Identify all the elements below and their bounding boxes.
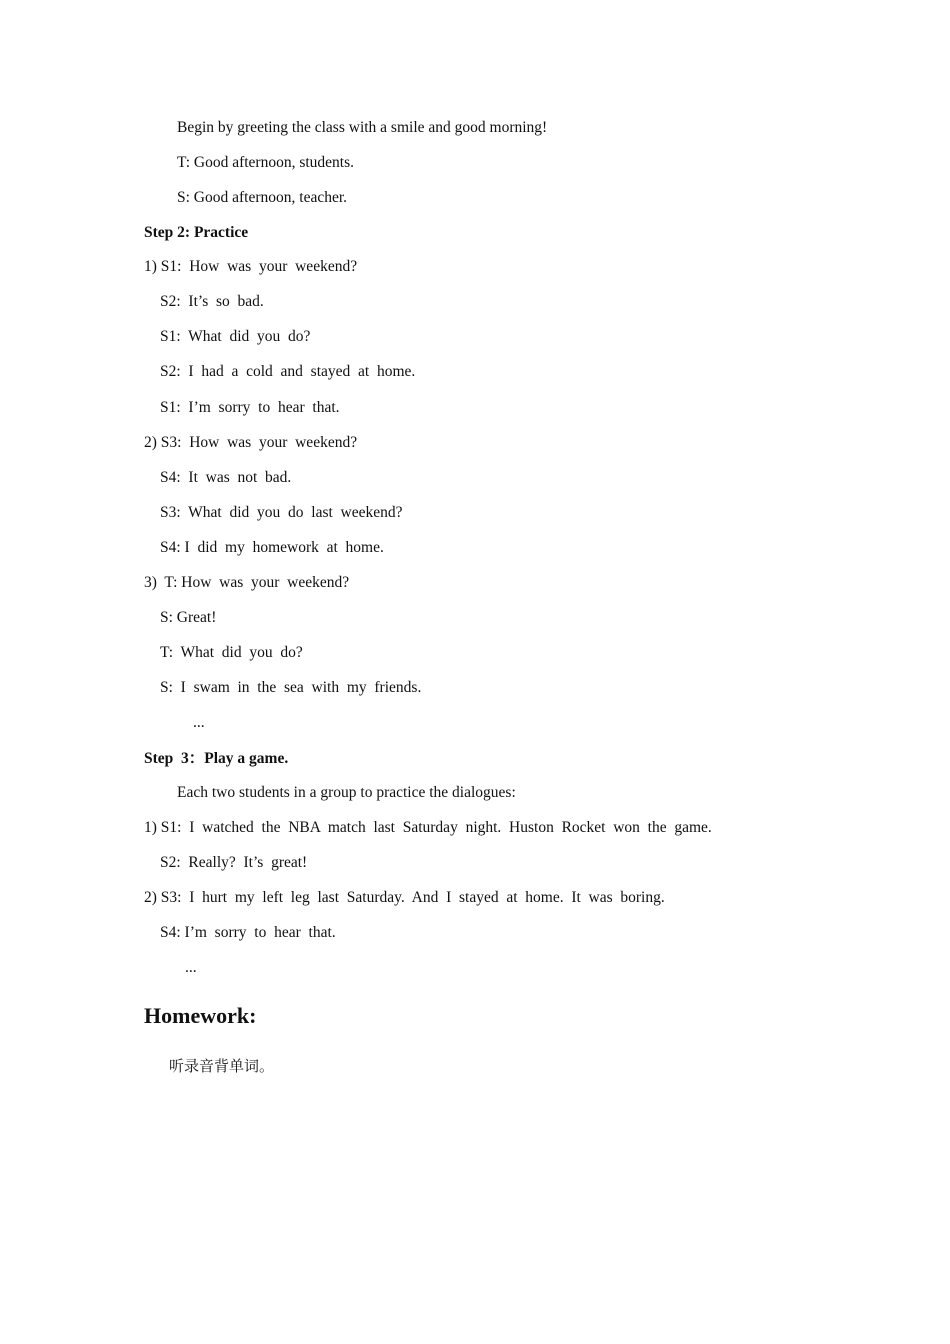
dialogue-line: S4: It was not bad. xyxy=(160,469,292,486)
dialogue-line: 2) S3: How was your weekend? xyxy=(144,434,358,451)
dialogue-line: T: What did you do? xyxy=(160,644,303,661)
dialogue-line: S2: I had a cold and stayed at home. xyxy=(160,363,416,380)
dialogue-line: S1: What did you do? xyxy=(160,328,311,345)
step3-heading: Step 3：Play a game. xyxy=(144,750,289,767)
dialogue-line: S: Great! xyxy=(160,609,217,626)
dialogue-line: 2) S3: I hurt my left leg last Saturday. And I stayed at home. It was boring. xyxy=(144,889,665,906)
warmup-line: Begin by greeting the class with a smile and good morning! xyxy=(177,119,548,136)
dialogue-line: S1: I’m sorry to hear that. xyxy=(160,399,340,416)
dialogue-line: 3) T: How was your weekend? xyxy=(144,574,350,591)
warmup-line: S: Good afternoon, teacher. xyxy=(177,189,348,206)
dialogue-line: S4: I did my homework at home. xyxy=(160,539,384,556)
dialogue-line: S4: I’m sorry to hear that. xyxy=(160,924,336,941)
dialogue-line: S2: It’s so bad. xyxy=(160,293,264,310)
dialogue-line: S: I swam in the sea with my friends. xyxy=(160,679,422,696)
ellipsis: ... xyxy=(193,714,205,731)
dialogue-line: 1) S1: How was your weekend? xyxy=(144,258,358,275)
homework-text: 听录音背单词。 xyxy=(169,1057,275,1075)
step3-intro: Each two students in a group to practice the dialogues: xyxy=(177,784,516,801)
dialogue-line: S3: What did you do last weekend? xyxy=(160,504,403,521)
dialogue-line: S2: Really? It’s great! xyxy=(160,854,308,871)
homework-heading: Homework: xyxy=(144,1003,257,1028)
dialogue-line: 1) S1: I watched the NBA match last Saturday night. Huston Rocket won the game. xyxy=(144,819,712,836)
ellipsis: ... xyxy=(185,959,197,976)
warmup-line: T: Good afternoon, students. xyxy=(177,154,355,171)
step2-heading: Step 2: Practice xyxy=(144,224,249,241)
